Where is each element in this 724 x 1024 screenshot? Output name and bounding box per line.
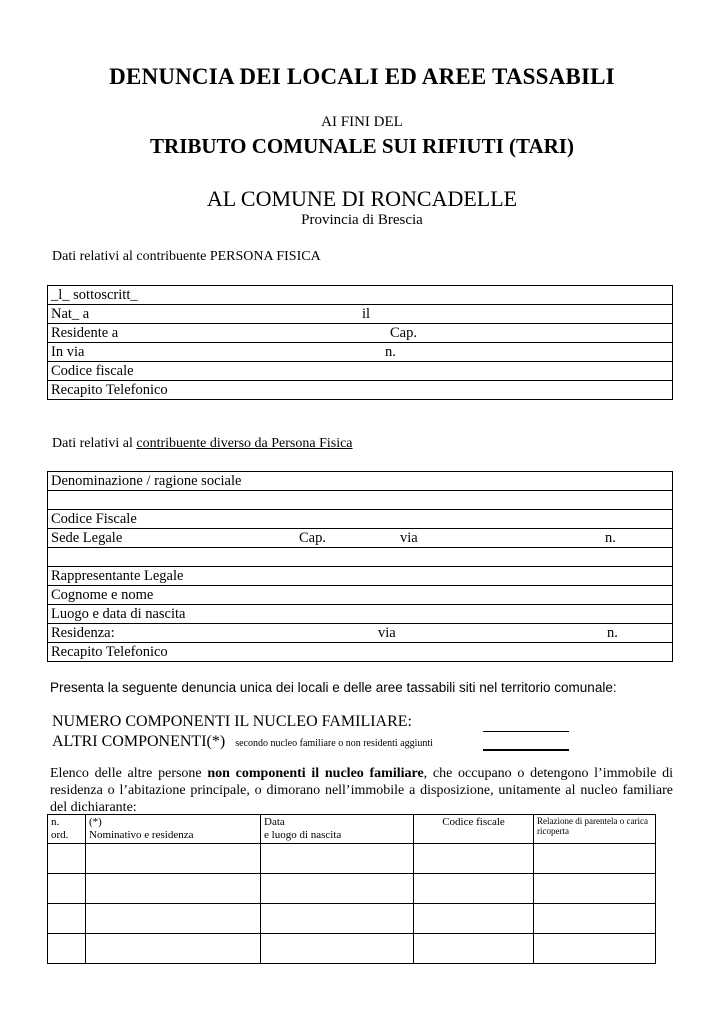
label-nato-il: il xyxy=(362,306,371,322)
table-row xyxy=(48,904,656,934)
row-sottoscritto xyxy=(48,286,673,305)
label-recapito-d: Recapito Telefonico xyxy=(51,644,168,660)
altri-componenti-row xyxy=(52,733,433,751)
label-recapito: Recapito Telefonico xyxy=(51,382,168,398)
label-residente: Residente a xyxy=(51,325,119,341)
table-cell[interactable] xyxy=(48,844,86,874)
numero-componenti-label: NUMERO COMPONENTI IL NUCLEO FAMILIARE: xyxy=(52,713,412,730)
row-luogo xyxy=(48,605,673,624)
row-recapito-d xyxy=(48,643,673,662)
field-residenza[interactable] xyxy=(48,624,673,643)
header-ordine-line2: ord. xyxy=(51,828,69,841)
label-denominazione: Denominazione / ragione sociale xyxy=(51,473,242,489)
label-sede-via: via xyxy=(400,530,418,546)
presenta-text: Presenta la seguente denuncia unica dei locali e delle aree tassabili siti nel territorio comunale: xyxy=(50,680,617,695)
header-ordine-line1: n. xyxy=(51,816,60,828)
header-data-line2: e luogo di nascita xyxy=(264,828,342,841)
label-sottoscritto: _l_ sottoscritt_ xyxy=(51,287,138,303)
field-sottoscritto[interactable] xyxy=(48,286,673,305)
diverso-label-prefix: Dati relativi al xyxy=(52,436,137,451)
numero-componenti-field[interactable] xyxy=(483,731,569,732)
altri-componenti-note: secondo nucleo familiare o non residenti aggiunti xyxy=(235,738,433,749)
field-denominazione-extra[interactable] xyxy=(48,491,673,510)
header-nominativo-line2: Nominativo e residenza xyxy=(89,828,194,841)
table-cell[interactable] xyxy=(534,844,656,874)
header-nominativo-line1: (*) xyxy=(89,816,102,828)
table-cell[interactable] xyxy=(414,874,534,904)
label-residenza: Residenza: xyxy=(51,625,115,641)
row-nato xyxy=(48,305,673,324)
row-blank-2 xyxy=(48,548,673,567)
altri-componenti-field[interactable] xyxy=(483,749,569,751)
persons-table xyxy=(47,814,656,964)
elenco-prefix: Elenco delle altre persone xyxy=(50,766,208,781)
label-residenza-n: n. xyxy=(607,625,618,641)
field-via[interactable] xyxy=(48,343,673,362)
label-sede: Sede Legale xyxy=(51,530,123,546)
row-recapito xyxy=(48,381,673,400)
label-rappresentante: Rappresentante Legale xyxy=(51,568,184,584)
table-cell[interactable] xyxy=(86,934,261,964)
label-residenza-via: via xyxy=(378,625,396,641)
table-cell[interactable] xyxy=(48,874,86,904)
field-rappresentante[interactable] xyxy=(48,567,673,586)
table-cell[interactable] xyxy=(261,844,414,874)
field-codice-fiscale[interactable] xyxy=(48,362,673,381)
row-residenza xyxy=(48,624,673,643)
table-cell[interactable] xyxy=(534,874,656,904)
row-via xyxy=(48,343,673,362)
table-cell[interactable] xyxy=(48,934,86,964)
table-cell[interactable] xyxy=(261,934,414,964)
row-cognome xyxy=(48,586,673,605)
diverso-label xyxy=(52,436,353,452)
row-codice-fiscale xyxy=(48,362,673,381)
header-nominativo xyxy=(86,815,261,844)
persona-fisica-table xyxy=(47,285,673,400)
diverso-label-underlined: contribuente diverso da Persona Fisica xyxy=(136,436,353,451)
header-relazione-label: Relazione di parentela o carica ricoperta xyxy=(537,816,648,836)
label-sede-n: n. xyxy=(605,530,616,546)
row-denominazione xyxy=(48,472,673,491)
header-codice-fiscale xyxy=(414,815,534,844)
table-row xyxy=(48,934,656,964)
row-blank-1 xyxy=(48,491,673,510)
table-cell[interactable] xyxy=(261,874,414,904)
persona-fisica-label: Dati relativi al contribuente PERSONA FISICA xyxy=(52,249,321,264)
provincia-heading: Provincia di Brescia xyxy=(301,212,423,228)
field-luogo[interactable] xyxy=(48,605,673,624)
elenco-bold: non componenti il nucleo familiare xyxy=(207,766,424,781)
label-cognome: Cognome e nome xyxy=(51,587,154,603)
persons-table-header xyxy=(48,815,656,844)
label-luogo: Luogo e data di nascita xyxy=(51,606,186,622)
label-codice-fiscale-d: Codice Fiscale xyxy=(51,511,137,527)
field-sede[interactable] xyxy=(48,529,673,548)
table-cell[interactable] xyxy=(86,904,261,934)
row-sede xyxy=(48,529,673,548)
label-codice-fiscale: Codice fiscale xyxy=(51,363,134,379)
field-nato[interactable] xyxy=(48,305,673,324)
document-title: DENUNCIA DEI LOCALI ED AREE TASSABILI xyxy=(109,64,615,89)
field-codice-fiscale-d[interactable] xyxy=(48,510,673,529)
header-data xyxy=(261,815,414,844)
table-cell[interactable] xyxy=(534,904,656,934)
field-recapito[interactable] xyxy=(48,381,673,400)
field-recapito-d[interactable] xyxy=(48,643,673,662)
diverso-table xyxy=(47,471,673,662)
label-residente-cap: Cap. xyxy=(390,325,417,341)
row-residente xyxy=(48,324,673,343)
table-cell[interactable] xyxy=(414,934,534,964)
comune-heading: AL COMUNE DI RONCADELLE xyxy=(206,186,518,211)
document-subtitle: TRIBUTO COMUNALE SUI RIFIUTI (TARI) xyxy=(150,134,574,158)
altri-componenti-label: ALTRI COMPONENTI(*) xyxy=(52,733,226,750)
table-row xyxy=(48,874,656,904)
table-cell[interactable] xyxy=(261,904,414,934)
table-cell[interactable] xyxy=(86,844,261,874)
table-cell[interactable] xyxy=(414,904,534,934)
elenco-paragraph xyxy=(50,765,673,816)
table-cell[interactable] xyxy=(534,934,656,964)
label-nato: Nat_ a xyxy=(51,306,90,322)
table-cell[interactable] xyxy=(86,874,261,904)
header-relazione xyxy=(534,815,656,844)
label-sede-cap: Cap. xyxy=(299,530,326,546)
table-cell[interactable] xyxy=(414,844,534,874)
header-data-line1: Data xyxy=(264,816,285,828)
row-rappresentante xyxy=(48,567,673,586)
subtitle-prefix: AI FINI DEL xyxy=(321,114,403,130)
elenco-suffix: , che occupano o detengono l’immobile di residenza o l’abitazione principale, o dimorano nell’immobile a disposizione, unitamente al nucleo familiare del dichiarante: xyxy=(50,766,673,815)
table-row xyxy=(48,844,656,874)
field-residente[interactable] xyxy=(48,324,673,343)
field-sede-extra[interactable] xyxy=(48,548,673,567)
label-via-n: n. xyxy=(385,344,396,360)
row-codice-fiscale-d xyxy=(48,510,673,529)
header-codice-fiscale-label: Codice fiscale xyxy=(442,816,505,828)
table-cell[interactable] xyxy=(48,904,86,934)
field-cognome[interactable] xyxy=(48,586,673,605)
header-ordine xyxy=(48,815,86,844)
field-denominazione[interactable] xyxy=(48,472,673,491)
label-via: In via xyxy=(51,344,85,360)
